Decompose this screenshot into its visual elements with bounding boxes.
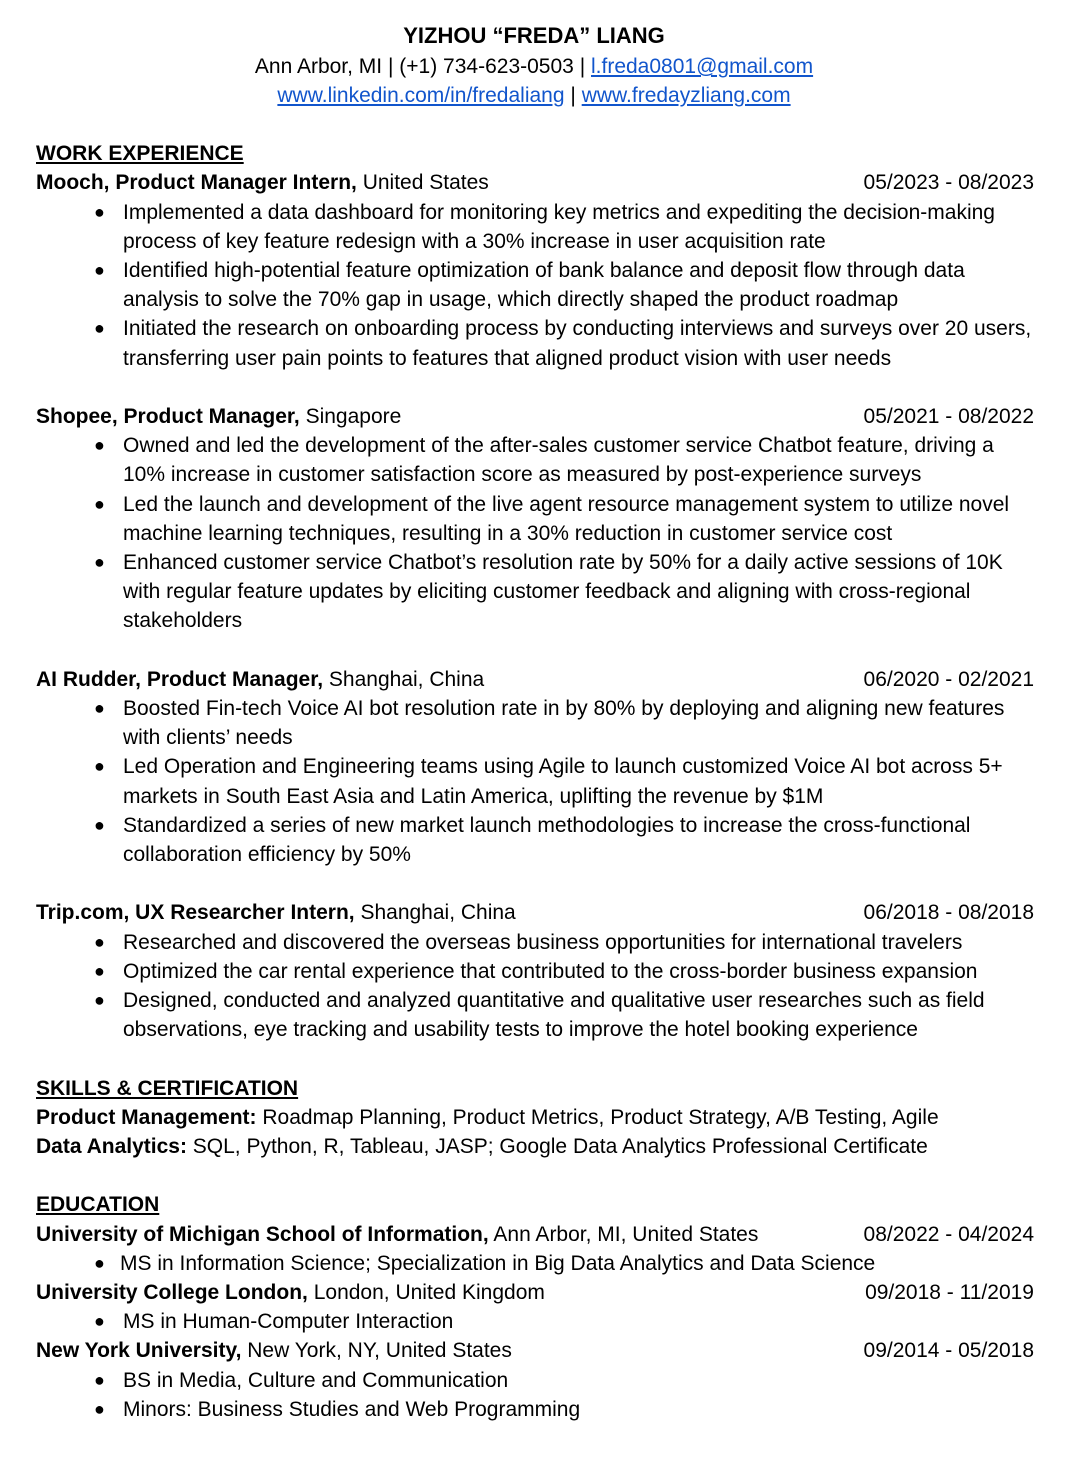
email-link[interactable]: l.freda0801@gmail.com — [591, 55, 814, 78]
bullet-text: Designed, conducted and analyzed quantitative and qualitative user researches such as field observations, eye tracking and usability tests to improve the hotel booking experience — [123, 989, 985, 1042]
separator: | — [579, 55, 586, 78]
bullet-item — [36, 256, 1034, 314]
spacer — [36, 1044, 1034, 1073]
bullet-text: Implemented a data dashboard for monitoring key metrics and expediting the decision-making process of key feature redesign with a 30% increase in user acquisition rate — [123, 200, 995, 253]
bullet-icon: ● — [94, 1398, 105, 1419]
skill-label: Data Analytics: — [36, 1135, 187, 1159]
job-bullets — [36, 431, 1034, 635]
school-dates: 09/2018 - 11/2019 — [865, 1281, 1034, 1305]
job-bullets — [36, 928, 1034, 1045]
bullet-item — [36, 1366, 1034, 1395]
bullet-text: Led Operation and Engineering teams using Agile to launch customized Voice AI bot across 5+ markets in South East Asia and Latin America, uplifting the revenue by $1M — [123, 755, 1003, 808]
school-header — [36, 1278, 1034, 1307]
skills-section — [36, 1074, 1034, 1162]
bullet-icon: ● — [94, 698, 105, 719]
bullet-icon: ● — [94, 756, 105, 777]
spacer — [36, 869, 1034, 898]
job-title — [36, 402, 401, 431]
bullet-text: Enhanced customer service Chatbot’s resolution rate by 50% for a daily active sessions of 10K with regular feature updates by eliciting customer feedback and aligning with cross-regional stakeholders — [123, 551, 1003, 633]
job-header — [36, 402, 1034, 431]
bullet-text: Led the launch and development of the live agent resource management system to utilize novel machine learning techniques, resulting in a 30% reduction in customer service cost — [123, 492, 1010, 545]
school-bullets — [36, 1307, 1034, 1336]
bullet-item — [36, 1395, 1034, 1424]
skill-row — [36, 1132, 1034, 1161]
school-title — [36, 1220, 758, 1249]
education-section — [36, 1190, 1034, 1424]
bullet-icon: ● — [94, 1369, 105, 1390]
job-header — [36, 898, 1034, 927]
school-dates: 09/2014 - 05/2018 — [863, 1339, 1034, 1363]
school-name: New York University, — [36, 1339, 242, 1363]
job-bullets — [36, 198, 1034, 373]
job-dates: 05/2021 - 08/2022 — [863, 405, 1034, 428]
bullet-text: Initiated the research on onboarding process by conducting interviews and surveys over 20 users, transferring user pain points to features that aligned product vision with user needs — [123, 317, 1032, 370]
separator: | — [387, 55, 394, 78]
school-list — [36, 1220, 1034, 1424]
bullet-icon: ● — [94, 1311, 105, 1332]
skill-row — [36, 1103, 1034, 1132]
job-header — [36, 168, 1034, 197]
bullet-item — [36, 548, 1034, 636]
job-dates: 05/2023 - 08/2023 — [863, 171, 1034, 195]
bullet-item — [36, 986, 1034, 1044]
bullet-item — [36, 752, 1034, 810]
bullet-text: Optimized the car rental experience that contributed to the cross-border business expansion — [123, 959, 978, 983]
bullet-item — [36, 957, 1034, 986]
linkedin-link[interactable]: www.linkedin.com/in/fredaliang — [277, 84, 565, 107]
contact-line — [34, 52, 1034, 81]
bullet-icon: ● — [94, 435, 105, 456]
bullet-icon: ● — [94, 931, 105, 952]
bullet-text: Standardized a series of new market launch methodologies to increase the cross-functional collaboration efficiency by 50% — [123, 813, 971, 867]
spacer — [36, 110, 1034, 139]
bullet-item — [36, 490, 1034, 548]
bullet-icon: ● — [94, 552, 105, 573]
job-org-role: AI Rudder, Product Manager, — [36, 667, 324, 691]
school-header — [36, 1220, 1034, 1249]
skill-value: SQL, Python, R, Tableau, JASP; Google Data Analytics Professional Certificate — [192, 1135, 928, 1159]
job-org-role: Trip.com, UX Researcher Intern, — [36, 901, 355, 925]
bullet-item — [36, 1307, 1034, 1336]
bullet-text: Researched and discovered the overseas business opportunities for international travelers — [123, 930, 963, 954]
job-title — [36, 168, 489, 197]
separator: | — [570, 84, 576, 107]
bullet-icon: ● — [94, 990, 105, 1011]
bullet-icon: ● — [94, 201, 105, 222]
school-title — [36, 1336, 512, 1365]
bullet-icon: ● — [94, 960, 105, 981]
links-line — [34, 81, 1034, 110]
bullet-item — [36, 431, 1034, 489]
school-location: Ann Arbor, MI, United States — [493, 1222, 759, 1246]
job-location: Shanghai, China — [360, 901, 516, 925]
bullet-text: BS in Media, Culture and Communication — [123, 1368, 509, 1392]
bullet-icon: ● — [94, 1252, 105, 1273]
bullet-item — [36, 811, 1034, 869]
work-experience-section — [36, 139, 1034, 1073]
job-title — [36, 898, 516, 927]
job-org-role: Mooch, Product Manager Intern, — [36, 171, 357, 195]
job-bullets — [36, 694, 1034, 869]
resume-header — [34, 22, 1034, 110]
bullet-item — [36, 198, 1034, 256]
school-bullets — [36, 1366, 1034, 1424]
school-name: University of Michigan School of Information, — [36, 1222, 489, 1246]
bullet-text: Owned and led the development of the after-sales customer service Chatbot feature, driving a 10% increase in customer satisfaction score as measured by post-experience surveys — [123, 434, 994, 487]
bullet-text: MS in Information Science; Specialization in Big Data Analytics and Data Science — [120, 1251, 876, 1275]
job-location: Shanghai, China — [328, 667, 485, 691]
phone: (+1) 734-623-0503 — [399, 55, 574, 78]
bullet-icon: ● — [94, 493, 105, 514]
bullet-item — [36, 314, 1034, 372]
bullet-icon: ● — [94, 814, 105, 835]
school-title — [36, 1278, 545, 1307]
spacer — [36, 1161, 1034, 1190]
job-org-role: Shopee, Product Manager, — [36, 405, 300, 428]
bullet-icon: ● — [94, 318, 105, 339]
spacer — [36, 636, 1034, 665]
job-dates: 06/2020 - 02/2021 — [863, 667, 1034, 691]
school-bullets — [36, 1249, 1034, 1278]
bullet-item — [36, 1249, 1034, 1278]
school-name: University College London, — [36, 1281, 308, 1305]
section-title: SKILLS & CERTIFICATION — [36, 1076, 299, 1100]
job-location: United States — [362, 171, 489, 195]
resume-page — [36, 22, 1034, 1424]
job-title — [36, 665, 484, 694]
bullet-text: Boosted Fin-tech Voice AI bot resolution rate in by 80% by deploying and aligning new features with clients’ needs — [123, 697, 1005, 750]
skill-value: Roadmap Planning, Product Metrics, Product Strategy, A/B Testing, Agile — [262, 1105, 939, 1129]
school-location: London, United Kingdom — [313, 1281, 545, 1305]
job-dates: 06/2018 - 08/2018 — [863, 901, 1034, 925]
bullet-item — [36, 694, 1034, 752]
section-title: WORK EXPERIENCE — [36, 142, 244, 166]
school-header — [36, 1336, 1034, 1365]
bullet-item — [36, 928, 1034, 957]
bullet-text: Identified high-potential feature optimization of bank balance and deposit flow through data analysis to solve the 70% gap in usage, which directly shaped the product roadmap — [123, 259, 965, 312]
bullet-icon: ● — [94, 260, 105, 280]
skill-label: Product Management: — [36, 1105, 257, 1129]
spacer — [36, 373, 1034, 402]
job-list — [36, 168, 1034, 1073]
skills-list — [36, 1103, 1034, 1161]
school-dates: 08/2022 - 04/2024 — [863, 1222, 1034, 1246]
school-location: New York, NY, United States — [247, 1339, 512, 1363]
bullet-text: Minors: Business Studies and Web Programming — [123, 1397, 581, 1421]
candidate-name: YIZHOU “FREDA” LIANG — [403, 23, 665, 48]
job-header — [36, 665, 1034, 694]
bullet-text: MS in Human-Computer Interaction — [123, 1310, 454, 1334]
website-link[interactable]: www.fredayzliang.com — [581, 84, 791, 107]
section-title: EDUCATION — [36, 1193, 160, 1217]
location: Ann Arbor, MI — [254, 55, 383, 78]
job-location: Singapore — [305, 405, 402, 428]
